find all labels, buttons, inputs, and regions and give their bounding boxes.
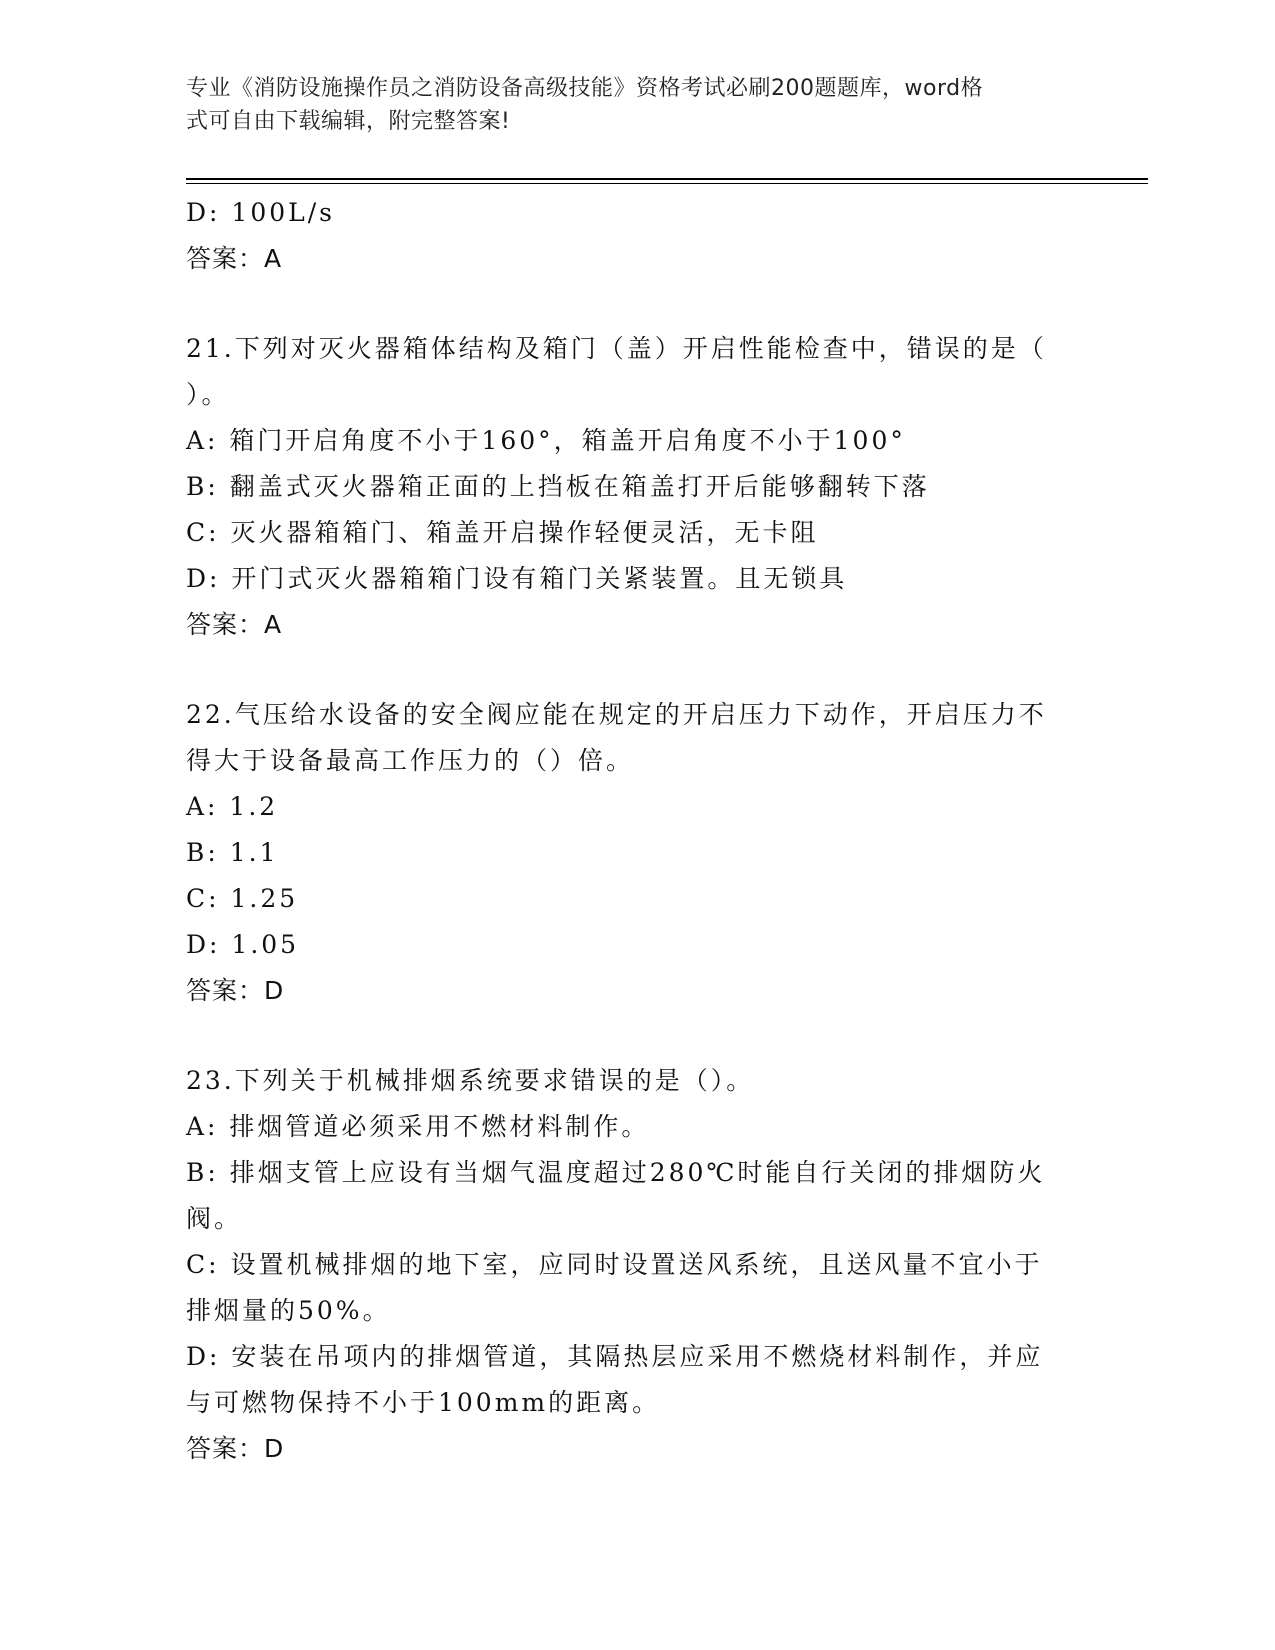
question-option: B: 1.1 bbox=[186, 838, 279, 867]
header-line-1: 专业《消防设施操作员之消防设备高级技能》资格考试必刷200题题库，word格 bbox=[186, 76, 984, 101]
question-21 bbox=[186, 326, 1086, 648]
prev-answer: 答案：A bbox=[186, 244, 283, 273]
header-rule-thick bbox=[186, 178, 1148, 180]
document-header bbox=[186, 72, 1086, 138]
question-option: D: 1.05 bbox=[186, 930, 300, 959]
question-stem-line: 得大于设备最高工作压力的（）倍。 bbox=[186, 746, 635, 775]
question-option-continued: 阀。 bbox=[186, 1204, 243, 1233]
document-body bbox=[186, 190, 1086, 1472]
question-option: D: 开门式灭火器箱箱门设有箱门关紧装置。且无锁具 bbox=[186, 564, 848, 593]
question-gap bbox=[186, 1014, 1086, 1058]
question-stem-line: 23.下列关于机械排烟系统要求错误的是（）。 bbox=[186, 1066, 755, 1095]
question-gap bbox=[186, 648, 1086, 692]
question-23 bbox=[186, 1058, 1086, 1472]
header-rule-thin bbox=[186, 183, 1148, 184]
question-option: D: 安装在吊项内的排烟管道，其隔热层应采用不燃烧材料制作，并应 bbox=[186, 1342, 1044, 1371]
question-answer: 答案：A bbox=[186, 610, 283, 639]
question-option: C: 灭火器箱箱门、箱盖开启操作轻便灵活，无卡阻 bbox=[186, 518, 819, 547]
question-option: A: 1.2 bbox=[186, 792, 279, 821]
question-option: A: 排烟管道必须采用不燃材料制作。 bbox=[186, 1112, 650, 1141]
question-option: C: 设置机械排烟的地下室，应同时设置送风系统，且送风量不宜小于 bbox=[186, 1250, 1043, 1279]
question-answer: 答案：D bbox=[186, 1434, 285, 1463]
prev-option-d: D: 100L/s bbox=[186, 198, 335, 227]
question-answer: 答案：D bbox=[186, 976, 285, 1005]
question-stem-line: 22.气压给水设备的安全阀应能在规定的开启压力下动作，开启压力不 bbox=[186, 700, 1047, 729]
header-line-2: 式可自由下载编辑，附完整答案! bbox=[186, 109, 511, 134]
question-stem-line: ）。 bbox=[186, 380, 230, 409]
question-option-continued: 与可燃物保持不小于100mm的距离。 bbox=[186, 1388, 661, 1417]
question-option: A: 箱门开启角度不小于160°，箱盖开启角度不小于100° bbox=[186, 426, 906, 455]
question-option-continued: 排烟量的50%。 bbox=[186, 1296, 391, 1325]
question-option: C: 1.25 bbox=[186, 884, 299, 913]
question-stem-line: 21.下列对灭火器箱体结构及箱门（盖）开启性能检查中，错误的是（ bbox=[186, 334, 1047, 363]
question-22 bbox=[186, 692, 1086, 1014]
question-option: B: 翻盖式灭火器箱正面的上挡板在箱盖打开后能够翻转下落 bbox=[186, 472, 930, 501]
question-gap bbox=[186, 282, 1086, 326]
question-option: B: 排烟支管上应设有当烟气温度超过280℃时能自行关闭的排烟防火 bbox=[186, 1158, 1046, 1187]
